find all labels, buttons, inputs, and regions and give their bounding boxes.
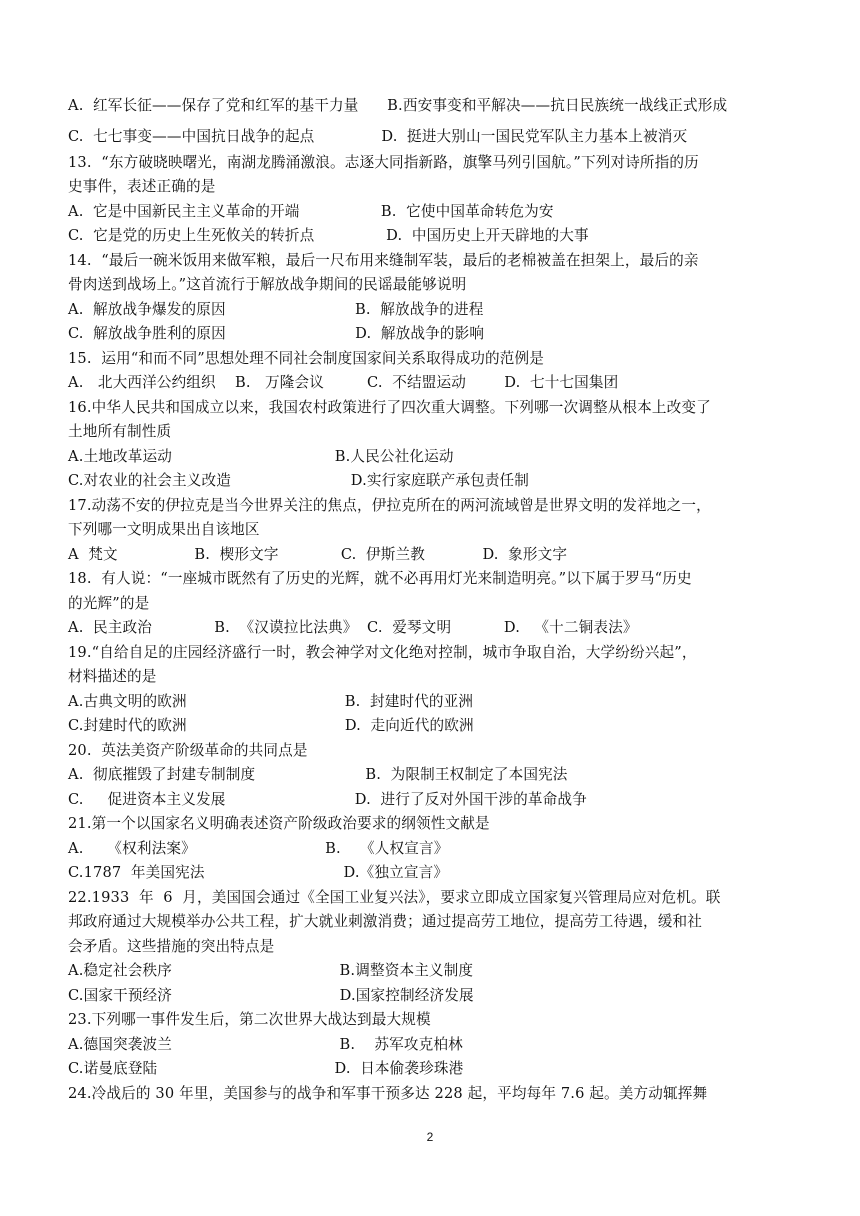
text-line: 20. 英法美资产阶级革命的共同点是 <box>68 742 308 759</box>
text-line: 24.冷战后的 30 年里，美国参与的战争和军事干预多达 228 起，平均每年 7.6 起。美方动辄挥舞 <box>68 1085 708 1102</box>
text-line: A. 《权利法案》 B. 《人权宣言》 <box>68 840 449 857</box>
text-line: 会矛盾。这些措施的突出特点是 <box>68 938 275 955</box>
text-line: 土地所有制性质 <box>68 423 172 440</box>
text-line: 下列哪一文明成果出自该地区 <box>68 521 260 538</box>
text-line: A 梵文 B. 楔形文字 C. 伊斯兰教 D. 象形文字 <box>68 546 568 563</box>
text-line: A.土地改革运动 B.人民公社化运动 <box>68 448 454 465</box>
text-line: 史事件，表述正确的是 <box>68 178 216 195</box>
text-line: 15. 运用“和而不同”思想处理不同社会制度国家间关系取得成功的范例是 <box>68 350 545 367</box>
text-line: 18. 有人说：“一座城市既然有了历史的光辉，就不必再用灯光来制造明亮。”以下属于罗马“历史 <box>68 570 692 587</box>
text-line: A. 北大西洋公约组织 B. 万隆会议 C. 不结盟运动 D. 七十七国集团 <box>68 374 619 391</box>
text-line: C.1787 年美国宪法 D.《独立宣言》 <box>68 864 449 881</box>
text-line: A. 解放战争爆发的原因 B. 解放战争的进程 <box>68 301 484 318</box>
text-line: 邦政府通过大规模举办公共工程，扩大就业刺激消费；通过提高劳工地位，提高劳工待遇，缓和社 <box>68 913 702 930</box>
text-line: 13. “东方破晓映曙光，南湖龙腾涌激浪。志逐大同指新路，旗擎马列引国航。”下列对诗所指的历 <box>68 154 699 171</box>
text-line: 21.第一个以国家名义明确表述资产阶级政治要求的纲领性文献是 <box>68 815 490 832</box>
page-number: 2 <box>426 1130 434 1144</box>
text-line: C.国家干预经济 D.国家控制经济发展 <box>68 987 474 1004</box>
text-line: 材料描述的是 <box>68 668 157 685</box>
text-line: C.诺曼底登陆 D. 日本偷袭珍珠港 <box>68 1060 464 1077</box>
text-line: 17.动荡不安的伊拉克是当今世界关注的焦点，伊拉克所在的两河流域曾是世界文明的发祥地之一， <box>68 497 711 514</box>
text-line: 23.下列哪一事件发生后，第二次世界大战达到最大规模 <box>68 1011 431 1028</box>
text-line: A.德国突袭波兰 B. 苏军攻克柏林 <box>68 1036 463 1053</box>
text-line: C.对农业的社会主义改造 D.实行家庭联产承包责任制 <box>68 472 530 489</box>
text-line: 骨肉送到战场上。”这首流行于解放战争期间的民谣最能够说明 <box>68 276 467 293</box>
text-line: C. 解放战争胜利的原因 D. 解放战争的影响 <box>68 325 485 342</box>
text-line: 19.“自给自足的庄园经济盛行一时，教会神学对文化绝对控制，城市争取自治，大学纷纷兴起”， <box>68 644 697 661</box>
text-line: A.古典文明的欧洲 B. 封建时代的亚洲 <box>68 693 474 710</box>
text-line: C. 七七事变——中国抗日战争的起点 D. 挺进大别山一国民党军队主力基本上被消灭 <box>68 128 688 145</box>
text-line: C.封建时代的欧洲 D. 走向近代的欧洲 <box>68 717 474 734</box>
text-line: 22.1933 年 6 月，美国国会通过《全国工业复兴法》，要求立即成立国家复兴管理局应对危机。联 <box>68 889 721 906</box>
text-line: A. 彻底摧毁了封建专制制度 B. 为限制王权制定了本国宪法 <box>68 766 568 783</box>
text-line: A. 红军长征——保存了党和红军的基干力量 B.西安事变和平解决——抗日民族统一战线正式形成 <box>68 97 728 114</box>
text-line: 的光辉”的是 <box>68 595 150 612</box>
text-line: A. 民主政治 B. 《汉谟拉比法典》 C. 爱琴文明 D. 《十二铜表法》 <box>68 619 638 636</box>
text-line: C. 它是党的历史上生死攸关的转折点 D. 中国历史上开天辟地的大事 <box>68 227 589 244</box>
text-line: 14. “最后一碗米饭用来做军粮，最后一尺布用来缝制军装，最后的老棉被盖在担架上，最后的亲 <box>68 252 699 269</box>
text-line: A. 它是中国新民主主义革命的开端 B. 它使中国革命转危为安 <box>68 203 554 220</box>
text-line: C. 促进资本主义发展 D. 进行了反对外国干涉的革命战争 <box>68 791 587 808</box>
text-line: A.稳定社会秩序 B.调整资本主义制度 <box>68 962 474 979</box>
text-line: 16.中华人民共和国成立以来，我国农村政策进行了四次重大调整。下列哪一次调整从根本上改变了 <box>68 399 711 416</box>
